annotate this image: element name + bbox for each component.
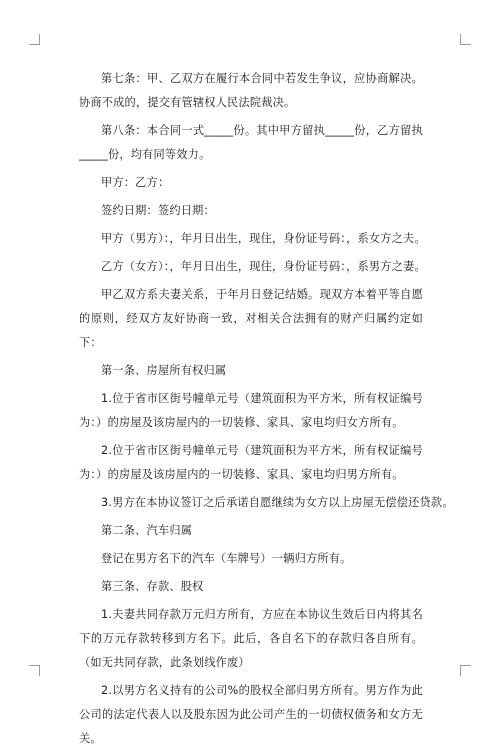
section-3-item-1: 1.夫妻共同存款万元归方所有，方应在本协议生效后日内将其名下的万元存款转移到方名下。此后，各自名下的存款归各自所有。（如无共同存款，此条划线作废） [79,608,423,669]
section-2-heading: 第二条、汽车归属 [101,524,193,537]
article-8: 第八条：本合同一式_____份。其中甲方留执_____份，乙方留执_____份，均有同等效力。 [79,124,423,161]
section-1-item-2: 2.位于省市区街号幢单元号（建筑面积为平方米，所有权证编号为：）的房屋及该房屋内的一切装修、家具、家电均归男方所有。 [79,444,423,481]
article-7: 第七条：甲、乙双方在履行本合同中若发生争议，应协商解决。协商不成的，提交有管辖权人民法院裁决。 [79,72,423,109]
section-1-heading: 第一条、房屋所有权归属 [101,364,227,377]
signature-dates: 签约日期：签约日期： [101,204,215,217]
section-2-item: 登记在男方名下的汽车（车牌号）一辆归方所有。 [101,552,352,565]
document-body [79,67,454,755]
section-3-item-2: 2.以男方名义持有的公司%的股权全部归男方所有。男方作为此公司的法定代表人以及股东因为此公司产生的一切债权债务和女方无关。 [79,684,423,745]
signature-parties: 甲方：乙方： [101,176,170,189]
crop-mark-top-left [29,34,40,45]
party-a-info: 甲方（男方）：，年月日出生，现住，身份证号码：，系女方之夫。 [101,232,426,245]
crop-mark-bottom-left [29,665,40,676]
marriage-statement: 甲乙双方系夫妻关系，于年月日登记结婚。现双方本着平等自愿的原则，经双方友好协商一致，对相关合法拥有的财产归属约定如下： [79,288,423,349]
section-3-heading: 第三条、存款、股权 [101,580,204,593]
party-b-info: 乙方（女方）：，年月日出生，现住，身份证号码：，系男方之妻。 [101,260,426,273]
section-1-item-1: 1.位于省市区街号幢单元号（建筑面积为平方米，所有权证编号为：）的房屋及该房屋内的一切装修、家具、家电均归女方所有。 [79,392,423,429]
crop-mark-top-right [460,34,471,45]
crop-mark-bottom-right [460,665,471,676]
section-1-item-3: 3.男方在本协议签订之后承诺自愿继续为女方以上房屋无偿偿还贷款。 [101,496,454,509]
